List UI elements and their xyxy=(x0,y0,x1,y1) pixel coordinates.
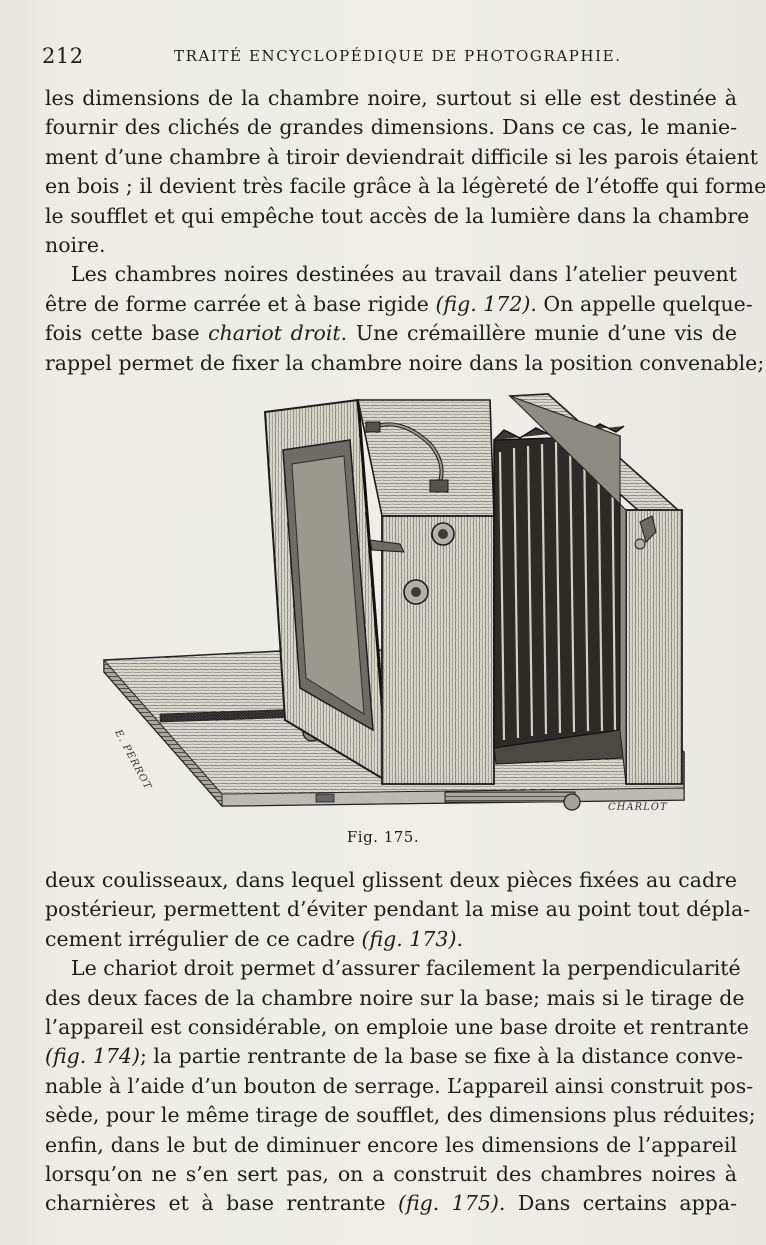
text-run: . Une crémaillère munie d’une vis de xyxy=(340,321,738,346)
figure-reference: (fig. 172) xyxy=(435,291,531,316)
camera-engraving xyxy=(100,392,688,822)
text-line: sède, pour le même tirage de soufflet, des dimensions plus réduites; xyxy=(45,1103,756,1128)
text-run: . Dans certains appa- xyxy=(498,1191,738,1216)
upper-text-block xyxy=(45,84,766,378)
engraver-signature-left: E. PERROT xyxy=(112,728,154,792)
text-line xyxy=(45,1189,737,1218)
lower-text-block xyxy=(45,866,756,1219)
text-line: fournir des clichés de grandes dimensions. Dans ce cas, le manie- xyxy=(45,115,737,140)
text-line: en bois ; il devient très facile grâce à la légèreté de l’étoffe qui forme xyxy=(45,174,766,199)
text-line xyxy=(45,319,737,348)
text-line xyxy=(45,290,753,319)
text-line xyxy=(45,1042,744,1071)
text-run: . xyxy=(456,926,463,951)
page-header xyxy=(42,40,742,70)
engraver-signature: CHARLOT xyxy=(608,802,668,813)
text-line: nable à l’aide d’un bouton de serrage. L’appareil ainsi construit pos- xyxy=(45,1073,754,1098)
text-run: . On appelle quelque- xyxy=(530,291,753,316)
figure-caption: Fig. 175. xyxy=(346,828,420,846)
figure-reference: (fig. 174) xyxy=(45,1044,140,1069)
text-run: charnières et à base rentrante xyxy=(45,1191,398,1216)
text-line xyxy=(45,925,737,954)
figure-reference: (fig. 175) xyxy=(398,1191,499,1216)
text-line: deux coulisseaux, dans lequel glissent deux pièces fixées au cadre xyxy=(45,868,737,892)
running-title: TRAITÉ ENCYCLOPÉDIQUE DE PHOTOGRAPHIE. xyxy=(174,47,622,65)
italic-term: chariot droit xyxy=(208,321,341,346)
text-run: être de forme carrée et à base rigide xyxy=(45,291,436,316)
text-line: des deux faces de la chambre noire sur la base; mais si le tirage de xyxy=(45,985,745,1010)
text-line: rappel permet de fixer la chambre noire dans la position convenable; xyxy=(45,350,765,375)
text-line: Les chambres noires destinées au travail dans l’atelier peuvent xyxy=(71,262,737,287)
text-line: l’appareil est considérable, on emploie une base droite et rentrante xyxy=(45,1014,749,1039)
camera-illustration xyxy=(100,392,688,822)
text-run: fois cette base xyxy=(45,321,209,346)
figure-reference: (fig. 173) xyxy=(361,926,457,951)
text-line: Le chariot droit permet d’assurer facilement la perpendicularité xyxy=(71,956,741,981)
text-run: ; la partie rentrante de la base se fixe à la distance conve- xyxy=(139,1044,744,1069)
text-line: postérieur, permettent d’éviter pendant la mise au point tout dépla- xyxy=(45,897,751,922)
text-line: lorsqu’on ne s’en sert pas, on a construit des chambres noires à xyxy=(45,1161,737,1186)
text-line: ment d’une chambre à tiroir deviendrait difficile si les parois étaient xyxy=(45,144,759,169)
text-line: noire. xyxy=(45,232,106,257)
text-line: enfin, dans le but de diminuer encore les dimensions de l’appareil xyxy=(45,1132,737,1157)
text-run: cement irrégulier de ce cadre xyxy=(45,926,362,951)
page-number: 212 xyxy=(42,44,84,68)
text-line: les dimensions de la chambre noire, surtout si elle est destinée à xyxy=(45,86,737,110)
text-line: le soufflet et qui empêche tout accès de la lumière dans la chambre xyxy=(45,203,750,228)
